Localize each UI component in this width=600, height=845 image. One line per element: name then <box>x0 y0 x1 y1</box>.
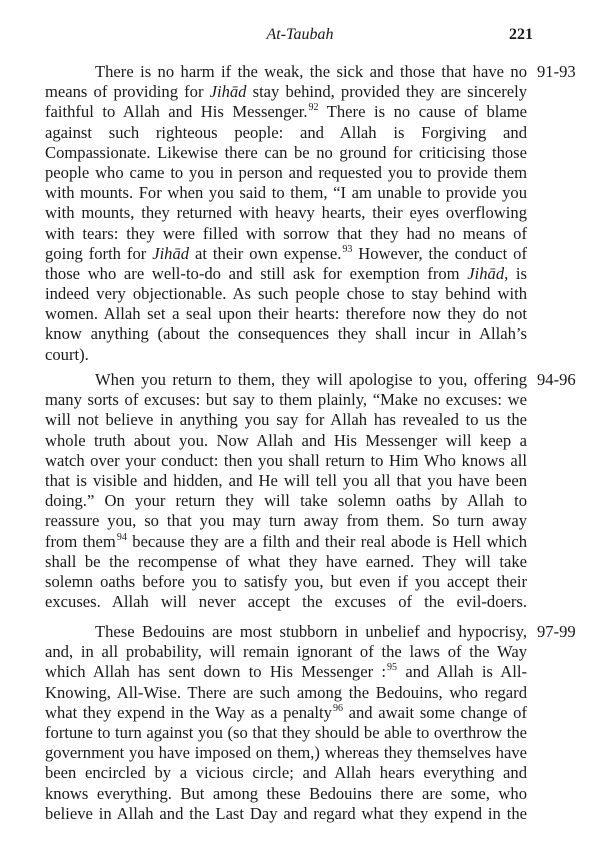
text-line <box>45 143 527 163</box>
text-segment: and Allah is All- <box>397 662 527 682</box>
text-line <box>45 552 527 572</box>
text-segment: There is no cause of blame <box>318 102 528 122</box>
text-segment: know anything (about the consequences they shall incur in Allah’s <box>45 324 527 344</box>
text-segment: court). <box>45 344 89 364</box>
text-segment: believe in Allah and the Last Day and regard what they expend in the <box>45 803 527 823</box>
paragraph <box>45 370 527 612</box>
text-line <box>45 102 527 122</box>
text-segment: will not believe in anything you say for Allah has revealed to us the <box>45 410 527 430</box>
text-segment: with mounts. For when you said to them, “I am unable to provide you <box>45 183 527 203</box>
text-segment: many sorts of excuses: but say to them plainly, “Make no excuses: we <box>45 390 527 410</box>
text-segment: those who are well-to-do and still ask for exemption from <box>45 263 468 283</box>
page-number: 221 <box>509 26 533 43</box>
text-line <box>45 82 527 102</box>
text-segment: However, the conduct of <box>352 243 528 263</box>
text-segment: fortune to turn against you (so that they should be able to overthrow the <box>45 722 527 742</box>
text-segment: excuses. Allah will never accept the excuses of the evil-doers. <box>45 592 527 612</box>
text-segment: means of providing for <box>45 82 210 102</box>
text-segment: from them <box>45 531 116 551</box>
text-line <box>45 683 527 703</box>
text-line <box>45 183 527 203</box>
text-segment: faithful to Allah and His Messenger. <box>45 102 308 122</box>
text-line <box>45 511 527 531</box>
text-segment: These Bedouins are most stubborn in unbelief and hypocrisy, <box>95 622 527 641</box>
text-line <box>45 763 527 783</box>
text-segment: When you return to them, they will apologise to you, offering <box>95 370 527 389</box>
chapter-title: At-Taubah <box>266 26 334 43</box>
verse-range: 97-99 <box>537 622 576 641</box>
text-segment: government you have imposed on them,) whereas they themselves have <box>45 743 527 763</box>
text-segment: with mounts, they returned with heavy hearts, their eyes overflowing <box>45 203 527 223</box>
text-line <box>45 370 527 390</box>
text-line <box>45 264 527 284</box>
text-line <box>45 451 527 471</box>
text-line <box>45 572 527 592</box>
text-line <box>45 123 527 143</box>
text-line <box>45 284 527 304</box>
italic-term: Jihād <box>209 82 247 102</box>
text-segment: and, in all probability, will remain ignorant of the laws of the Way <box>45 642 527 662</box>
text-line <box>45 431 527 451</box>
text-line <box>45 324 527 344</box>
text-line <box>45 304 527 324</box>
footnote-marker[interactable]: 95 <box>387 662 398 674</box>
text-line <box>45 244 527 264</box>
text-segment: whole truth about you. Now Allah and His Messenger will keep a <box>45 430 527 450</box>
text-segment: Compassionate. Likewise there can be no ground for criticising those <box>45 142 527 162</box>
text-line <box>45 62 527 82</box>
text-line <box>45 662 527 682</box>
paragraph <box>45 62 527 365</box>
text-line <box>45 723 527 743</box>
text-line <box>45 491 527 511</box>
text-line <box>45 743 527 763</box>
text-segment: reassure you, so that you may turn away from them. So turn away <box>45 511 527 531</box>
text-segment: knows everything. But among these Bedouins there are some, who <box>45 783 527 803</box>
text-segment: solemn oaths before you to satisfy you, but even if you accept their <box>45 571 527 591</box>
text-segment: what they expend in the Way as a penalty <box>45 702 332 722</box>
text-segment: at their own expense. <box>189 243 342 263</box>
text-line <box>45 622 527 642</box>
text-segment: is <box>508 263 527 283</box>
text-line <box>45 345 527 365</box>
footnote-marker[interactable]: 92 <box>308 102 319 114</box>
text-line <box>45 642 527 662</box>
verse-range: 91-93 <box>537 62 576 81</box>
text-line <box>45 703 527 723</box>
italic-term: Jihād, <box>467 263 509 283</box>
text-segment: that is visible and hidden, and He will tell you all that you have been <box>45 470 527 490</box>
text-segment: women. Allah set a seal upon their hearts: therefore now they do not <box>45 304 527 324</box>
text-line <box>45 163 527 183</box>
text-line <box>45 804 527 824</box>
paragraph <box>45 622 527 824</box>
text-line <box>45 784 527 804</box>
text-segment: against such righteous people: and Allah is Forgiving and <box>45 122 527 142</box>
footnote-marker[interactable]: 96 <box>332 702 343 714</box>
text-segment: indeed very objectionable. As such people chose to stay behind with <box>45 284 527 304</box>
text-segment: doing.” On your return they will take solemn oaths by Allah to <box>45 491 527 511</box>
text-segment: been encircled by a vicious circle; and Allah hears everything and <box>45 763 527 783</box>
text-segment: There is no harm if the weak, the sick and those that have no <box>95 62 527 81</box>
text-segment: shall be the recompense of what they have earned. They will take <box>45 551 527 571</box>
text-segment: watch over your conduct: then you shall return to Him Who knows all <box>45 450 527 470</box>
text-line <box>45 390 527 410</box>
text-line <box>45 203 527 223</box>
text-segment: going forth for <box>45 243 153 263</box>
text-segment: people who came to you in person and requested you to provide them <box>45 162 527 182</box>
text-segment: because they are a filth and their real abode is Hell which <box>126 531 527 551</box>
text-line <box>45 471 527 491</box>
text-segment: with tears: they were filled with sorrow that they had no means of <box>45 223 527 243</box>
text-line <box>45 224 527 244</box>
footnote-marker[interactable]: 93 <box>342 243 353 255</box>
text-line <box>45 592 527 612</box>
text-line <box>45 410 527 430</box>
verse-range: 94-96 <box>537 370 576 389</box>
footnote-marker[interactable]: 94 <box>116 531 127 543</box>
text-segment: and await some change of <box>342 702 527 722</box>
text-segment: stay behind, provided they are sincerely <box>246 82 527 102</box>
text-segment: which Allah has sent down to His Messenger : <box>45 662 387 682</box>
italic-term: Jihād <box>152 243 190 263</box>
text-segment: Knowing, All-Wise. There are such among the Bedouins, who regard <box>45 682 527 702</box>
text-line <box>45 532 527 552</box>
